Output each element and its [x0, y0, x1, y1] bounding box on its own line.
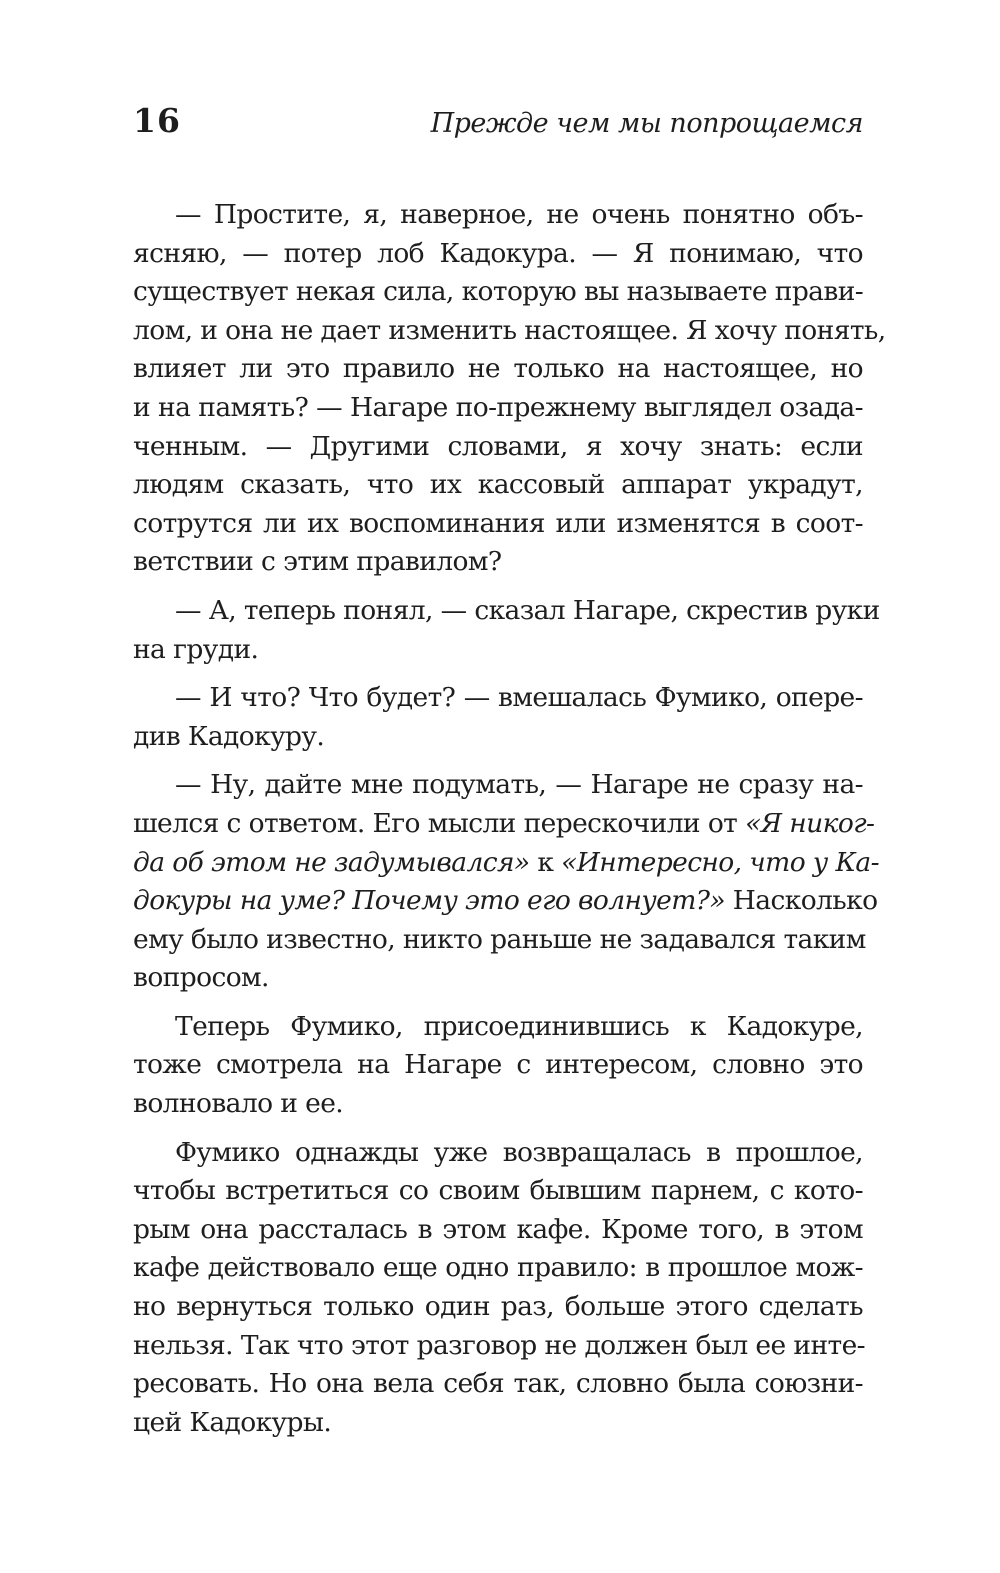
page-number: 16 [133, 101, 181, 140]
text-line: существует некая сила, которую вы называете прави- [133, 276, 864, 308]
italic-quote: «Интересно, что у Ка- [561, 846, 879, 878]
text-line: кафе действовало еще одно правило: в прошлое мож- [133, 1252, 863, 1284]
text-line: — А, теперь понял, — сказал Нагаре, скрестив руки [175, 594, 880, 626]
text-line [133, 844, 879, 883]
text-line: чтобы встретиться со своим бывшим парнем, с кото- [133, 1175, 863, 1207]
text-line: нельзя. Так что этот разговор не должен был ее инте- [133, 1329, 866, 1361]
text-line: ему было известно, никто раньше не задавался таким [133, 923, 866, 955]
italic-quote: «Я никог- [745, 807, 875, 839]
text-line: Теперь Фумико, присоединившись к Кадокуре, [175, 1010, 863, 1042]
text-line: ясняю, — потер лоб Кадокура. — Я понимаю, что [133, 237, 863, 269]
running-title: Прежде чем мы попрощаемся [430, 108, 863, 139]
text-line: Фумико однажды уже возвращалась в прошлое, [175, 1136, 863, 1168]
text-line: влияет ли это правило не только на настоящее, но [133, 353, 863, 385]
text-line: на груди. [133, 633, 259, 665]
text-line [133, 805, 875, 844]
paragraph-5 [133, 1008, 863, 1124]
text-line: — И что? Что будет? — вмешалась Фумико, опере- [175, 682, 863, 714]
text-line: — Ну, дайте мне подумать, — Нагаре не сразу на- [175, 769, 863, 801]
italic-quote: докуры на уме? Почему это его волнует?» [133, 885, 725, 917]
text-run: к [529, 846, 562, 878]
text-line: рым она рассталась в этом кафе. Кроме того, в этом [133, 1213, 863, 1245]
text-line [133, 882, 878, 921]
text-line: лом, и она не дает изменить настоящее. Я хочу понять, [133, 314, 886, 346]
text-line: но вернуться только один раз, больше этого сделать [133, 1291, 863, 1323]
paragraph-6 [133, 1134, 866, 1443]
text-line: и на память? — Нагаре по-прежнему выглядел озада- [133, 391, 863, 423]
text-line: ресовать. Но она вела себя так, словно была союзни- [133, 1368, 863, 1400]
text-run: шелся с ответом. Его мысли перескочили от [133, 807, 746, 839]
text-line: тоже смотрела на Нагаре с интересом, словно это [133, 1049, 863, 1081]
text-line: людям сказать, что их кассовый аппарат украдут, [133, 469, 863, 501]
text-line: ветствии с этим правилом? [133, 546, 502, 578]
paragraph-3 [133, 679, 863, 756]
text-line: сотрутся ли их воспоминания или изменятся в соот- [133, 507, 863, 539]
italic-quote: да об этом не задумывался» [133, 846, 530, 878]
text-line: — Простите, я, наверное, не очень понятно объ- [175, 199, 863, 230]
text-line: див Кадокуру. [133, 720, 325, 752]
paragraph-4 [133, 766, 879, 998]
text-line: ченным. — Другими словами, я хочу знать: если [133, 430, 863, 462]
paragraph-1 [133, 196, 886, 582]
text-line: цей Кадокуры. [133, 1406, 332, 1438]
body-text [133, 196, 886, 1452]
text-run: Насколько [724, 885, 878, 917]
text-line: вопросом. [133, 962, 269, 994]
text-line: волновало и ее. [133, 1088, 344, 1120]
paragraph-2 [133, 592, 880, 669]
